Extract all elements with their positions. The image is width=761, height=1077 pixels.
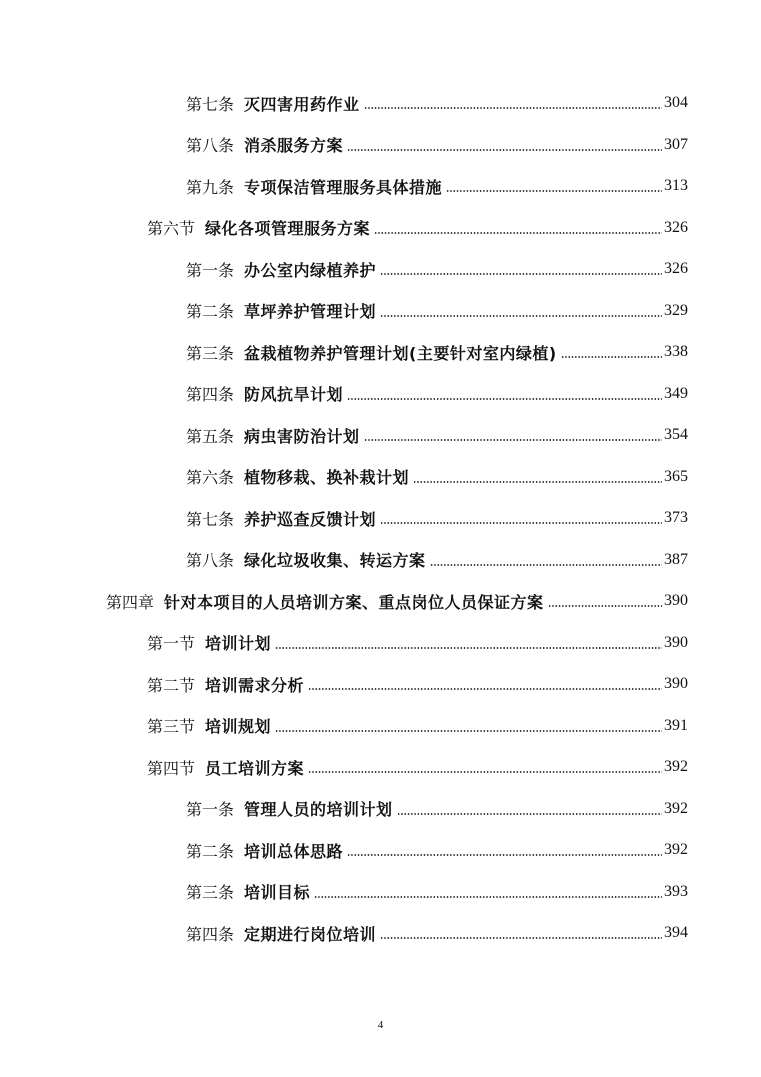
toc-entry-page: 338: [664, 343, 688, 360]
toc-dot-leader: [380, 937, 662, 939]
toc-entry[interactable]: [186, 836, 688, 864]
toc-entry-title: 草坪养护管理计划: [244, 302, 377, 321]
toc-entry-label: 第三条: [186, 885, 235, 902]
toc-dot-leader: [308, 771, 662, 773]
toc-dot-leader: [548, 605, 662, 607]
toc-entry-page: 307: [664, 135, 688, 153]
toc-entry[interactable]: [186, 795, 688, 823]
toc-dot-leader: [347, 149, 662, 151]
toc-entry-label: 第二条: [186, 304, 235, 321]
toc-entry-page: 392: [664, 758, 688, 775]
toc-dot-leader: [413, 481, 662, 483]
toc-entry-label: 第三条: [186, 345, 235, 363]
toc-entry-title: 定期进行岗位培训: [244, 924, 377, 944]
toc-entry[interactable]: [186, 338, 688, 366]
toc-entry-page: 326: [664, 218, 688, 236]
toc-entry-title: 办公室内绿植养护: [244, 260, 377, 280]
toc-entry-title: 管理人员的培训计划: [244, 800, 393, 819]
toc-entry-title: 培训需求分析: [205, 675, 305, 695]
toc-entry-label: 第六条: [186, 470, 235, 487]
toc-entry[interactable]: [186, 878, 688, 906]
toc-entry[interactable]: [186, 919, 688, 947]
toc-entry-label: 第二条: [186, 843, 235, 861]
toc-entry[interactable]: [186, 546, 688, 574]
toc-dot-leader: [397, 813, 662, 815]
toc-entry[interactable]: [106, 587, 688, 615]
toc-entry-page: 392: [664, 799, 688, 817]
toc-entry-label: 第一条: [186, 262, 235, 280]
toc-entry-page: 313: [664, 177, 688, 194]
toc-entry-title: 盆栽植物养护管理计划(主要针对室内绿植): [244, 343, 557, 363]
toc-dot-leader: [446, 190, 662, 192]
toc-dot-leader: [374, 232, 662, 234]
toc-dot-leader: [380, 522, 662, 524]
toc-entry-label: 第一节: [147, 636, 196, 653]
toc-entry-title: 专项保洁管理服务具体措施: [244, 177, 443, 197]
toc-entry-label: 第七条: [186, 511, 235, 529]
toc-entry-label: 第四条: [186, 387, 235, 404]
toc-entry-title: 消杀服务方案: [244, 136, 344, 155]
toc-entry-page: 349: [664, 384, 688, 402]
toc-entry-title: 养护巡查反馈计划: [244, 509, 377, 529]
toc-entry-label: 第四条: [186, 926, 235, 944]
toc-entry-page: 354: [664, 426, 688, 443]
toc-entry[interactable]: [186, 89, 688, 117]
page-number: 4: [377, 1019, 384, 1031]
toc-entry[interactable]: [186, 172, 688, 200]
toc-entry-title: 植物移栽、换补栽计划: [244, 468, 410, 487]
toc-entry[interactable]: [147, 753, 688, 781]
toc-entry-page: 390: [664, 592, 688, 609]
toc-entry-page: 326: [664, 260, 688, 277]
toc-entry-page: 392: [664, 841, 688, 858]
toc-entry-page: 365: [664, 467, 688, 485]
toc-entry-page: 387: [664, 550, 688, 568]
toc-entry[interactable]: [147, 214, 688, 242]
toc-entry[interactable]: [186, 255, 688, 283]
toc-entry-page: 390: [664, 633, 688, 651]
toc-entry-label: 第六节: [147, 221, 196, 238]
toc-entry[interactable]: [186, 131, 688, 159]
toc-dot-leader: [275, 647, 662, 649]
toc-entry-page: 373: [664, 509, 688, 526]
toc-entry-label: 第九条: [186, 179, 235, 197]
toc-entry-page: 304: [664, 94, 688, 111]
toc-entry-title: 员工培训方案: [205, 758, 305, 778]
toc-dot-leader: [561, 356, 662, 358]
toc-dot-leader: [380, 273, 662, 275]
toc-dot-leader: [314, 896, 662, 898]
toc-entry-page: 393: [664, 882, 688, 900]
toc-entry-page: 391: [664, 716, 688, 734]
toc-entry[interactable]: [147, 712, 688, 740]
toc-entry-label: 第四节: [147, 760, 196, 778]
toc-entry-title: 培训规划: [205, 717, 272, 736]
toc-dot-leader: [364, 107, 662, 109]
toc-entry-title: 针对本项目的人员培训方案、重点岗位人员保证方案: [164, 592, 544, 612]
toc-entry[interactable]: [186, 380, 688, 408]
toc-dot-leader: [430, 564, 662, 566]
toc-entry-page: 390: [664, 675, 688, 692]
toc-entry-label: 第三节: [147, 719, 196, 736]
toc-entry-title: 培训计划: [205, 634, 272, 653]
toc-entry-label: 第八条: [186, 138, 235, 155]
toc-entry[interactable]: [147, 629, 688, 657]
toc-entry[interactable]: [147, 670, 688, 698]
toc-entry-label: 第一条: [186, 802, 235, 819]
toc-entry-label: 第七条: [186, 96, 235, 114]
toc-entry-title: 绿化垃圾收集、转运方案: [244, 551, 426, 570]
toc-entry-title: 绿化各项管理服务方案: [205, 219, 371, 238]
toc-entry[interactable]: [186, 463, 688, 491]
toc-entry-title: 防风抗旱计划: [244, 385, 344, 404]
toc-entry-page: 329: [664, 301, 688, 319]
toc-entry-title: 灭四害用药作业: [244, 94, 360, 114]
toc-entry[interactable]: [186, 297, 688, 325]
toc-dot-leader: [347, 854, 662, 856]
toc-entry[interactable]: [186, 421, 688, 449]
toc-dot-leader: [364, 439, 662, 441]
toc-entry-title: 病虫害防治计划: [244, 426, 360, 446]
toc-entry-title: 培训目标: [244, 883, 311, 902]
toc-dot-leader: [347, 398, 662, 400]
toc-entry-label: 第四章: [106, 594, 155, 612]
toc-entry-label: 第五条: [186, 428, 235, 446]
toc-entry[interactable]: [186, 504, 688, 532]
toc-dot-leader: [275, 730, 662, 732]
toc-dot-leader: [308, 688, 662, 690]
toc-entry-title: 培训总体思路: [244, 841, 344, 861]
toc-entry-page: 394: [664, 924, 688, 941]
toc-entry-label: 第二节: [147, 677, 196, 695]
toc-entry-label: 第八条: [186, 553, 235, 570]
toc-dot-leader: [380, 315, 662, 317]
